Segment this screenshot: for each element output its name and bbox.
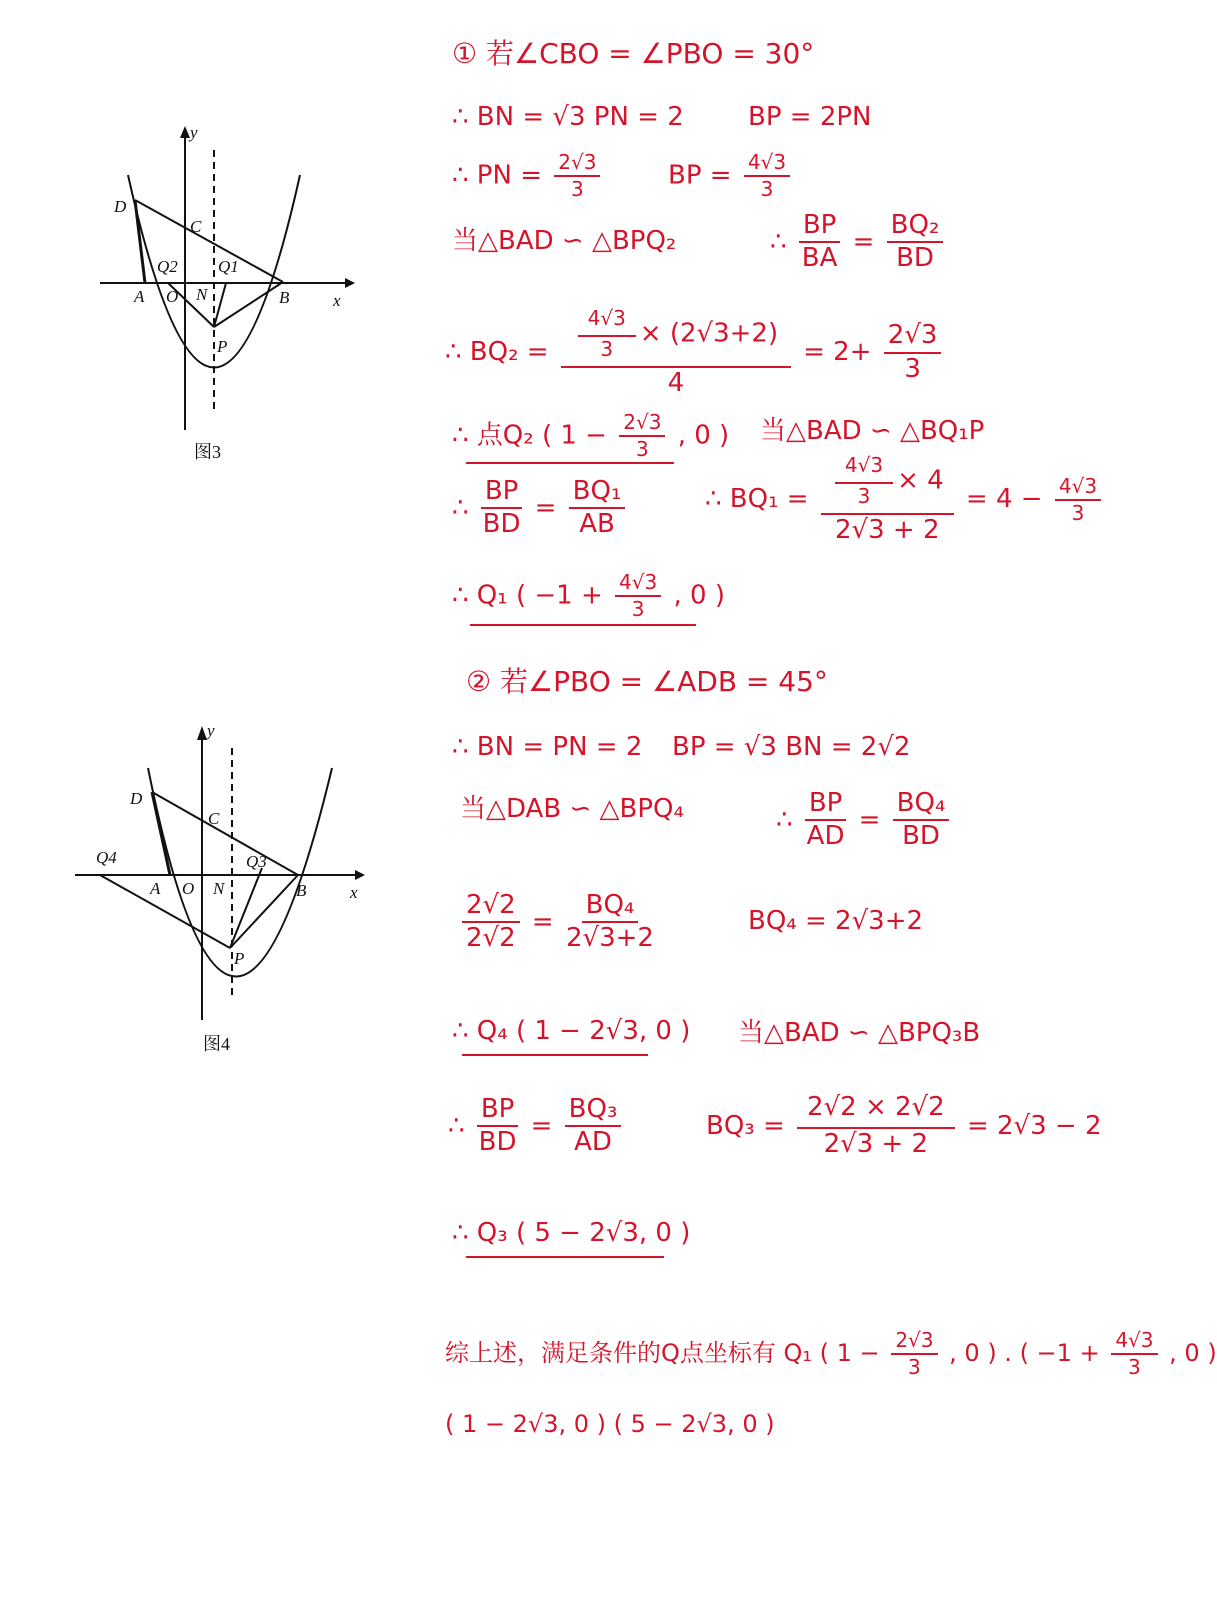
p1-l5-bigfrac [561, 308, 791, 397]
p1-l3a-text: ∴ PN = [452, 160, 542, 191]
p2-line1: ② 若∠PBO = ∠ADB = 45° [466, 665, 828, 698]
label-C: C [190, 217, 202, 236]
p1-l3a-frac [554, 152, 600, 200]
label-D: D [114, 197, 127, 216]
line-DB [152, 792, 298, 875]
p2-line6a [448, 1096, 625, 1157]
p1-l8-text: ∴ Q₁ ( −1 + [452, 580, 603, 611]
num: BP [799, 212, 841, 243]
den: AD [574, 1127, 612, 1158]
p1-l8-end: , 0 ) [673, 580, 725, 611]
summary-line2: ( 1 − 2√3, 0 ) ( 5 − 2√3, 0 ) [445, 1410, 775, 1438]
segment-DA [152, 792, 170, 875]
p2-l3b-frac1 [805, 790, 847, 851]
summary-l1-text: 综上述，满足条件的Q点坐标有 Q₁ ( 1 − [445, 1339, 880, 1367]
num: 2√2 [462, 892, 520, 923]
p1-line2b: BP = 2PN [748, 102, 872, 132]
label-O: O [166, 287, 179, 306]
p1-l7b-res-frac [1055, 473, 1101, 525]
figure-3-caption: 图3 [194, 442, 221, 462]
den: 3 [904, 353, 921, 384]
p1-line4b [770, 212, 947, 273]
p2-l3b-therefore: ∴ [776, 804, 793, 835]
summary-line1 [445, 1330, 1217, 1378]
label-O: O [182, 879, 195, 898]
p1-l6a-end: , 0 ) [677, 420, 730, 451]
figure-3 [90, 120, 360, 420]
den: 2√3 + 2 [823, 1129, 929, 1160]
label-C: C [208, 809, 220, 828]
label-Q4: Q4 [96, 848, 117, 867]
label-y: y [190, 123, 198, 142]
p2-line6b [706, 1094, 1102, 1159]
label-N: N [196, 285, 208, 304]
p1-l5-res: = 2+ [803, 337, 872, 368]
den: 3 [635, 437, 649, 461]
p1-line1: ① 若∠CBO = ∠PBO = 30° [452, 37, 815, 70]
num: 2√3 [891, 1330, 937, 1355]
num: BP [477, 1096, 519, 1127]
num: BQ₂ [887, 212, 944, 243]
p1-l5-lhs: ∴ BQ₂ = [445, 337, 549, 368]
p2-line4 [458, 892, 658, 953]
p2-l4-frac2 [566, 892, 654, 953]
p2-l6a-frac1 [477, 1096, 519, 1157]
den: 3 [760, 177, 774, 201]
p1-l7a-frac1 [481, 478, 523, 539]
p2-l6a-frac2 [565, 1096, 622, 1157]
p1-line6a [452, 412, 729, 460]
num: BQ₄ [893, 790, 950, 821]
p2-l6b-res: = 2√3 − 2 [966, 1110, 1102, 1141]
den: 2√3 + 2 [835, 515, 940, 545]
figure-3-diagram [90, 120, 360, 420]
label-N: N [213, 879, 225, 898]
label-Q2: Q2 [157, 257, 178, 276]
den: 4 [667, 368, 685, 398]
num [821, 455, 954, 515]
p1-l4b-frac1 [799, 212, 841, 273]
den: 3 [631, 597, 645, 621]
den: BD [896, 243, 934, 274]
summary-l1-mid: , 0 ) . ( −1 + [949, 1339, 1100, 1367]
p1-l7b-inner-frac [835, 455, 893, 507]
y-axis-arrow [197, 726, 207, 740]
num: 4√3 [578, 308, 636, 337]
num: BQ₃ [565, 1096, 622, 1127]
num: 4√3 [835, 455, 893, 484]
den: 2√3+2 [565, 923, 654, 954]
p1-l5-num-rest: × (2√3+2) [639, 318, 779, 349]
p1-l3b-text: BP = [668, 160, 732, 191]
num: 2√3 [554, 152, 600, 177]
p1-l7b-lhs: ∴ BQ₁ = [705, 484, 809, 515]
num: BQ₄ [582, 892, 639, 923]
num: 2√3 [884, 322, 942, 353]
p1-l4b-therefore: ∴ [770, 226, 787, 257]
p1-line3a [452, 152, 604, 200]
p1-l4b-eq: = [852, 226, 875, 257]
x-axis-arrow [345, 278, 355, 288]
label-D: D [130, 789, 143, 808]
label-A: A [150, 879, 161, 898]
label-Q3: Q3 [246, 852, 267, 871]
segment-PQ3 [230, 868, 262, 948]
p2-line2b: BP = √3 BN = 2√2 [672, 732, 911, 762]
summary-l1-frac2 [1111, 1330, 1157, 1378]
num [561, 308, 791, 368]
p1-l6a-text: ∴ 点Q₂ ( 1 − [452, 420, 607, 451]
num: BP [481, 478, 523, 509]
p1-l3b-frac [744, 152, 790, 200]
label-x: x [350, 883, 358, 902]
p2-line3b [776, 790, 953, 851]
p1-l6a-frac [619, 412, 665, 460]
p1-l7b-bigfrac [821, 455, 954, 544]
den: BD [482, 509, 521, 540]
figure-4 [70, 720, 390, 1010]
y-axis-arrow [180, 126, 190, 138]
p1-line3b [668, 152, 794, 200]
summary-l1-end: , 0 ) [1169, 1339, 1217, 1367]
p1-line7a [452, 478, 629, 539]
den: AD [806, 821, 845, 852]
p2-l6a-therefore: ∴ [448, 1110, 465, 1141]
num: 2√2 × 2√2 [797, 1094, 955, 1129]
underline-q3 [466, 1256, 664, 1258]
label-P: P [217, 337, 228, 356]
den: 3 [600, 337, 614, 361]
p2-l6b-bigfrac [797, 1094, 955, 1159]
num: 4√3 [1111, 1330, 1157, 1355]
p1-line5 [445, 308, 945, 397]
den: 3 [570, 177, 584, 201]
p1-l7b-res: = 4 − [965, 484, 1043, 515]
label-P: P [234, 949, 245, 968]
p2-line5b: 当△BAD ∽ △BPQ₃B [738, 1018, 981, 1048]
p2-l3b-eq: = [858, 804, 881, 835]
den: 3 [1128, 1355, 1141, 1379]
underline-q4 [462, 1054, 648, 1056]
den: AB [579, 509, 615, 540]
den: BA [801, 243, 838, 274]
label-Q1: Q1 [218, 257, 239, 276]
label-A: A [134, 287, 145, 306]
num: 4√3 [1055, 476, 1101, 501]
num: 4√3 [615, 572, 661, 597]
segment-Q4P [100, 875, 230, 948]
p1-l7a-frac2 [569, 478, 626, 539]
p1-line6b: 当△BAD ∽ △BQ₁P [760, 416, 985, 446]
den: 3 [857, 484, 871, 508]
p2-line3a: 当△DAB ∽ △BPQ₄ [460, 794, 684, 824]
p1-l5-res-frac [884, 322, 942, 383]
label-x: x [333, 291, 341, 310]
p1-line7b [705, 455, 1105, 544]
p1-line8 [452, 572, 725, 620]
summary-l1-frac1 [891, 1330, 937, 1378]
p1-l7a-therefore: ∴ [452, 492, 469, 523]
figure-4-caption: 图4 [203, 1034, 230, 1054]
num: 2√3 [619, 412, 665, 437]
p2-line2a: ∴ BN = PN = 2 [452, 732, 643, 762]
x-axis-arrow [355, 870, 365, 880]
den: 3 [1071, 500, 1085, 525]
label-B: B [296, 881, 307, 900]
p2-l4-frac1 [462, 892, 520, 953]
p1-line2a: ∴ BN = √3 PN = 2 [452, 102, 684, 132]
den: 3 [908, 1355, 921, 1379]
figure-4-diagram [70, 720, 390, 1010]
p1-l8-frac [615, 572, 661, 620]
label-B: B [279, 288, 290, 307]
label-y: y [207, 721, 215, 740]
num: 4√3 [744, 152, 790, 177]
underline-q2 [466, 462, 674, 464]
den: BD [478, 1127, 517, 1158]
num: BQ₁ [569, 478, 626, 509]
p1-l4b-frac2 [887, 212, 944, 273]
p1-line4a: 当△BAD ∽ △BPQ₂ [452, 226, 677, 256]
underline-q1 [470, 624, 696, 626]
p2-line5a: ∴ Q₄ ( 1 − 2√3, 0 ) [452, 1016, 691, 1046]
num: BP [805, 790, 847, 821]
p1-l7b-num-rest: × 4 [897, 465, 944, 496]
p2-l6b-lhs: BQ₃ = [706, 1110, 785, 1141]
den: BD [902, 821, 940, 852]
p2-line7: ∴ Q₃ ( 5 − 2√3, 0 ) [452, 1218, 691, 1248]
parabola [148, 768, 332, 977]
p1-l7a-eq: = [534, 492, 557, 523]
p2-l4-eq: = [531, 906, 554, 937]
p2-l6a-eq: = [530, 1110, 553, 1141]
p2-line4b: BQ₄ = 2√3+2 [748, 906, 924, 936]
p1-l5-inner-frac [578, 308, 636, 360]
p2-l3b-frac2 [893, 790, 950, 851]
den: 2√2 [466, 923, 516, 954]
